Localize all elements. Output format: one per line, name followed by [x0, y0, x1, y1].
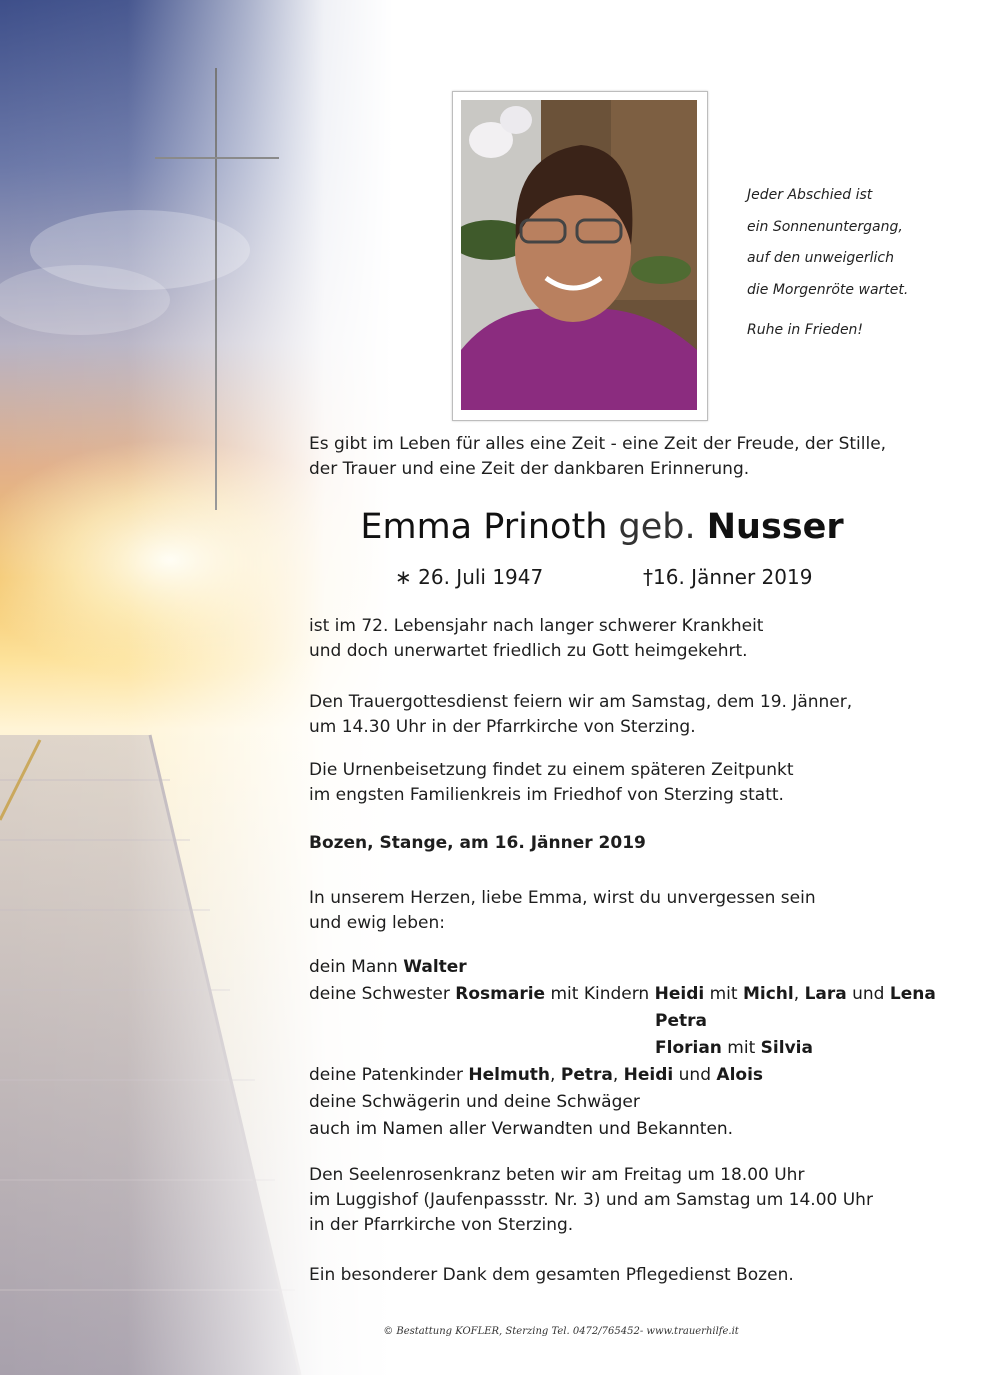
mourners-list: [309, 954, 936, 1143]
paragraph-service: [309, 690, 852, 740]
intro-text: [309, 432, 886, 482]
first-name: Emma: [360, 507, 473, 547]
paragraph-memory: [309, 886, 816, 936]
text-line: Die Urnenbeisetzung findet zu einem späteren Zeitpunkt: [309, 760, 794, 780]
paragraph-rosary: [309, 1163, 873, 1238]
text-line: und ewig leben:: [309, 913, 445, 933]
paragraph-urn: [309, 758, 794, 808]
quote-line: Jeder Abschied ist: [747, 187, 873, 203]
cross-icon: [215, 68, 217, 510]
mourner-row: auch im Namen aller Verwandten und Bekannten.: [309, 1119, 734, 1139]
mourner-row: deine Schwägerin und deine Schwäger: [309, 1092, 640, 1112]
text-line: in der Pfarrkirche von Sterzing.: [309, 1215, 574, 1235]
text-line: im Luggishof (Jaufenpassstr. Nr. 3) und am Samstag um 14.00 Uhr: [309, 1190, 873, 1210]
quote-line: ein Sonnenuntergang,: [747, 218, 903, 235]
quote-line: auf den unweigerlich: [747, 250, 894, 266]
mourner-row: deine Patenkinder Helmuth, Petra, Heidi und Alois: [309, 1065, 764, 1085]
portrait-photo: [461, 100, 697, 410]
text-line: Den Trauergottesdienst feiern wir am Samstag, dem 19. Jänner,: [309, 692, 853, 712]
text-line: und doch unerwartet friedlich zu Gott heimgekehrt.: [309, 641, 748, 661]
paragraph-thanks: Ein besonderer Dank dem gesamten Pflegedienst Bozen.: [309, 1265, 794, 1285]
birth-date: [395, 563, 543, 591]
death-cross-icon: †: [643, 565, 653, 589]
cross-icon-bar: [155, 157, 279, 159]
birth-date-value: 26. Juli 1947: [418, 565, 544, 589]
deceased-name: [0, 503, 982, 551]
quote-closing: Ruhe in Frieden!: [747, 322, 864, 338]
footer-credit: © Bestattung KOFLER, Sterzing Tel. 0472/765452- www.trauerhilfe.it: [383, 1326, 739, 1337]
geb-label: geb.: [618, 507, 696, 547]
portrait-frame: [452, 91, 708, 421]
memorial-quote: [747, 180, 977, 347]
text-line: im engsten Familienkreis im Friedhof von Sterzing statt.: [309, 785, 784, 805]
text-line: Den Seelenrosenkranz beten wir am Freitag um 18.00 Uhr: [309, 1165, 805, 1185]
death-date-value: 16. Jänner 2019: [653, 565, 813, 589]
text-line: um 14.30 Uhr in der Pfarrkirche von Sterzing.: [309, 717, 696, 737]
intro-line: Es gibt im Leben für alles eine Zeit - eine Zeit der Freude, der Stille,: [309, 434, 887, 454]
last-name: Prinoth: [483, 507, 608, 547]
maiden-name: Nusser: [706, 507, 844, 547]
text-line: ist im 72. Lebensjahr nach langer schwerer Krankheit: [309, 616, 764, 636]
quote-line: die Morgenröte wartet.: [747, 281, 909, 298]
mourner-row: dein Mann Walter: [309, 957, 467, 977]
birth-icon: ∗: [395, 565, 412, 589]
paragraph-passing: [309, 614, 763, 664]
intro-line: der Trauer und eine Zeit der dankbaren Erinnerung.: [309, 459, 750, 479]
mourner-row: Florian mit Silvia: [655, 1038, 813, 1058]
mourner-row: Petra: [655, 1011, 707, 1031]
death-date: [643, 563, 812, 591]
mourner-row: deine Schwester Rosmarie mit Kindern Heidi mit Michl, Lara und Lena: [309, 984, 936, 1004]
text-line: In unserem Herzen, liebe Emma, wirst du unvergessen sein: [309, 888, 816, 908]
place-date: Bozen, Stange, am 16. Jänner 2019: [309, 833, 646, 853]
